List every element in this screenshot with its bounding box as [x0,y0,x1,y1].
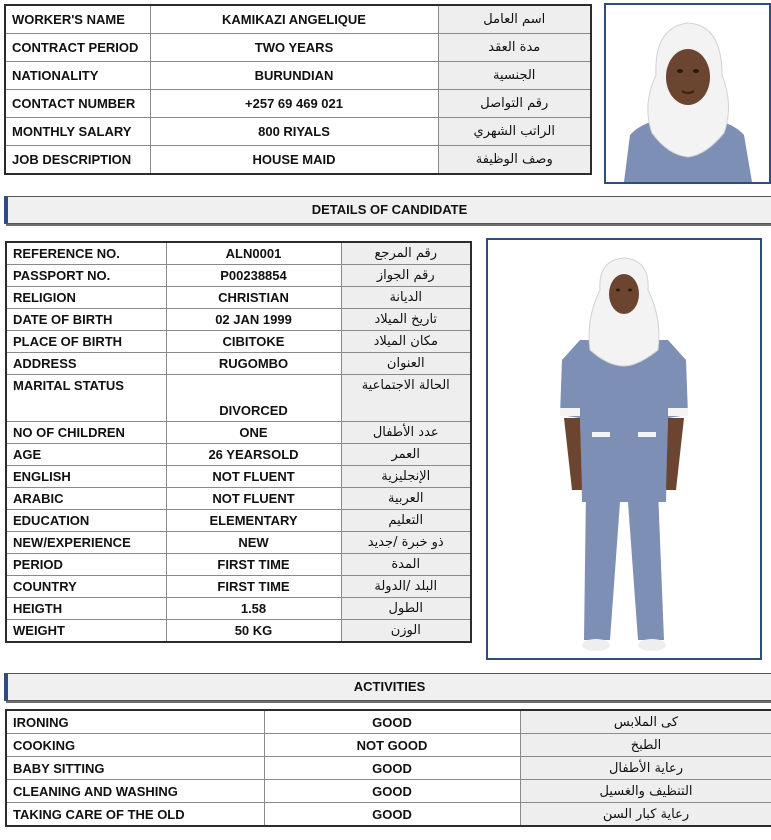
row-label: COUNTRY [6,576,166,598]
row-arabic: مكان الميلاد [341,331,471,353]
details-of-candidate-banner: DETAILS OF CANDIDATE [4,196,771,224]
row-label: CONTACT NUMBER [5,90,150,118]
row-arabic: الطول [341,598,471,620]
table-row [6,331,471,353]
row-label: CONTRACT PERIOD [5,34,150,62]
row-label: RELIGION [6,287,166,309]
row-value: TWO YEARS [150,34,438,62]
table-row [6,757,771,780]
row-label: EDUCATION [6,510,166,532]
row-arabic: التعليم [341,510,471,532]
row-arabic: الإنجليزية [341,466,471,488]
row-value: FIRST TIME [166,576,341,598]
activity-value: GOOD [264,780,520,803]
row-arabic: الوزن [341,620,471,643]
table-row [6,803,771,827]
row-label: AGE [6,444,166,466]
row-value: ONE [166,422,341,444]
row-arabic: وصف الوظيفة [438,146,591,175]
table-row [6,287,471,309]
table-row [6,375,471,422]
row-arabic: الجنسية [438,62,591,90]
row-label: JOB DESCRIPTION [5,146,150,175]
row-value: HOUSE MAID [150,146,438,175]
table-row [5,34,591,62]
row-label: NATIONALITY [5,62,150,90]
row-label: NEW/EXPERIENCE [6,532,166,554]
row-arabic: رقم الجواز [341,265,471,287]
activity-label: COOKING [6,734,264,757]
row-label: WEIGHT [6,620,166,643]
row-value: NEW [166,532,341,554]
table-row [6,510,471,532]
table-row [5,90,591,118]
row-arabic: عدد الأطفال [341,422,471,444]
activity-label: BABY SITTING [6,757,264,780]
row-arabic: المدة [341,554,471,576]
row-value: BURUNDIAN [150,62,438,90]
activity-arabic: كى الملابس [520,710,771,734]
table-row [6,444,471,466]
row-label: MONTHLY SALARY [5,118,150,146]
table-row [6,734,771,757]
row-arabic: العنوان [341,353,471,375]
table-row [6,422,471,444]
worker-info-table [4,4,592,175]
table-row [6,620,471,643]
table-row [6,554,471,576]
table-row [6,466,471,488]
row-arabic: تاريخ الميلاد [341,309,471,331]
full-body-illustration [488,240,760,658]
table-row [6,242,471,265]
row-value: RUGOMBO [166,353,341,375]
table-row [5,118,591,146]
table-row [6,710,771,734]
row-value: 02 JAN 1999 [166,309,341,331]
row-value: CIBITOKE [166,331,341,353]
row-value: P00238854 [166,265,341,287]
row-value: +257 69 469 021 [150,90,438,118]
portrait-illustration [606,5,769,182]
activity-arabic: التنظيف والغسيل [520,780,771,803]
row-arabic: الراتب الشهري [438,118,591,146]
full-body-photo [486,238,762,660]
row-value: NOT FLUENT [166,488,341,510]
activity-arabic: رعاية كبار السن [520,803,771,827]
row-arabic: الحالة الاجتماعية [341,375,471,422]
candidate-details-table [5,241,472,643]
row-arabic: رقم التواصل [438,90,591,118]
table-row [6,532,471,554]
activity-label: CLEANING AND WASHING [6,780,264,803]
row-value: 800 RIYALS [150,118,438,146]
row-value: FIRST TIME [166,554,341,576]
row-label: MARITAL STATUS [6,375,166,422]
row-label: WORKER'S NAME [5,5,150,34]
row-label: DATE OF BIRTH [6,309,166,331]
row-arabic: الديانة [341,287,471,309]
table-row [6,309,471,331]
table-row [6,780,771,803]
row-value: ALN0001 [166,242,341,265]
row-label: ENGLISH [6,466,166,488]
activity-value: GOOD [264,757,520,780]
row-value: DIVORCED [166,375,341,422]
activities-table [5,709,771,827]
row-label: REFERENCE NO. [6,242,166,265]
activity-label: TAKING CARE OF THE OLD [6,803,264,827]
row-label: ADDRESS [6,353,166,375]
table-row [5,5,591,34]
row-arabic: العربية [341,488,471,510]
table-row [5,146,591,175]
row-arabic: اسم العامل [438,5,591,34]
row-arabic: مدة العقد [438,34,591,62]
row-value: 26 YEARSOLD [166,444,341,466]
row-value: NOT FLUENT [166,466,341,488]
row-value: 50 KG [166,620,341,643]
table-row [6,353,471,375]
row-label: PASSPORT NO. [6,265,166,287]
table-row [6,265,471,287]
row-value: ELEMENTARY [166,510,341,532]
portrait-photo [604,3,771,184]
row-value: 1.58 [166,598,341,620]
row-arabic: البلد /الدولة [341,576,471,598]
table-row [5,62,591,90]
row-arabic: رقم المرجع [341,242,471,265]
activity-value: GOOD [264,803,520,827]
table-row [6,598,471,620]
table-row [6,488,471,510]
activity-value: NOT GOOD [264,734,520,757]
row-value: CHRISTIAN [166,287,341,309]
row-label: PLACE OF BIRTH [6,331,166,353]
row-arabic: العمر [341,444,471,466]
row-label: PERIOD [6,554,166,576]
activity-arabic: الطبخ [520,734,771,757]
row-label: NO OF CHILDREN [6,422,166,444]
activity-arabic: رعاية الأطفال [520,757,771,780]
row-value: KAMIKAZI ANGELIQUE [150,5,438,34]
table-row [6,576,471,598]
row-label: HEIGTH [6,598,166,620]
activities-banner: ACTIVITIES [4,673,771,701]
activity-value: GOOD [264,710,520,734]
row-arabic: ذو خبرة /جديد [341,532,471,554]
activity-label: IRONING [6,710,264,734]
row-label: ARABIC [6,488,166,510]
